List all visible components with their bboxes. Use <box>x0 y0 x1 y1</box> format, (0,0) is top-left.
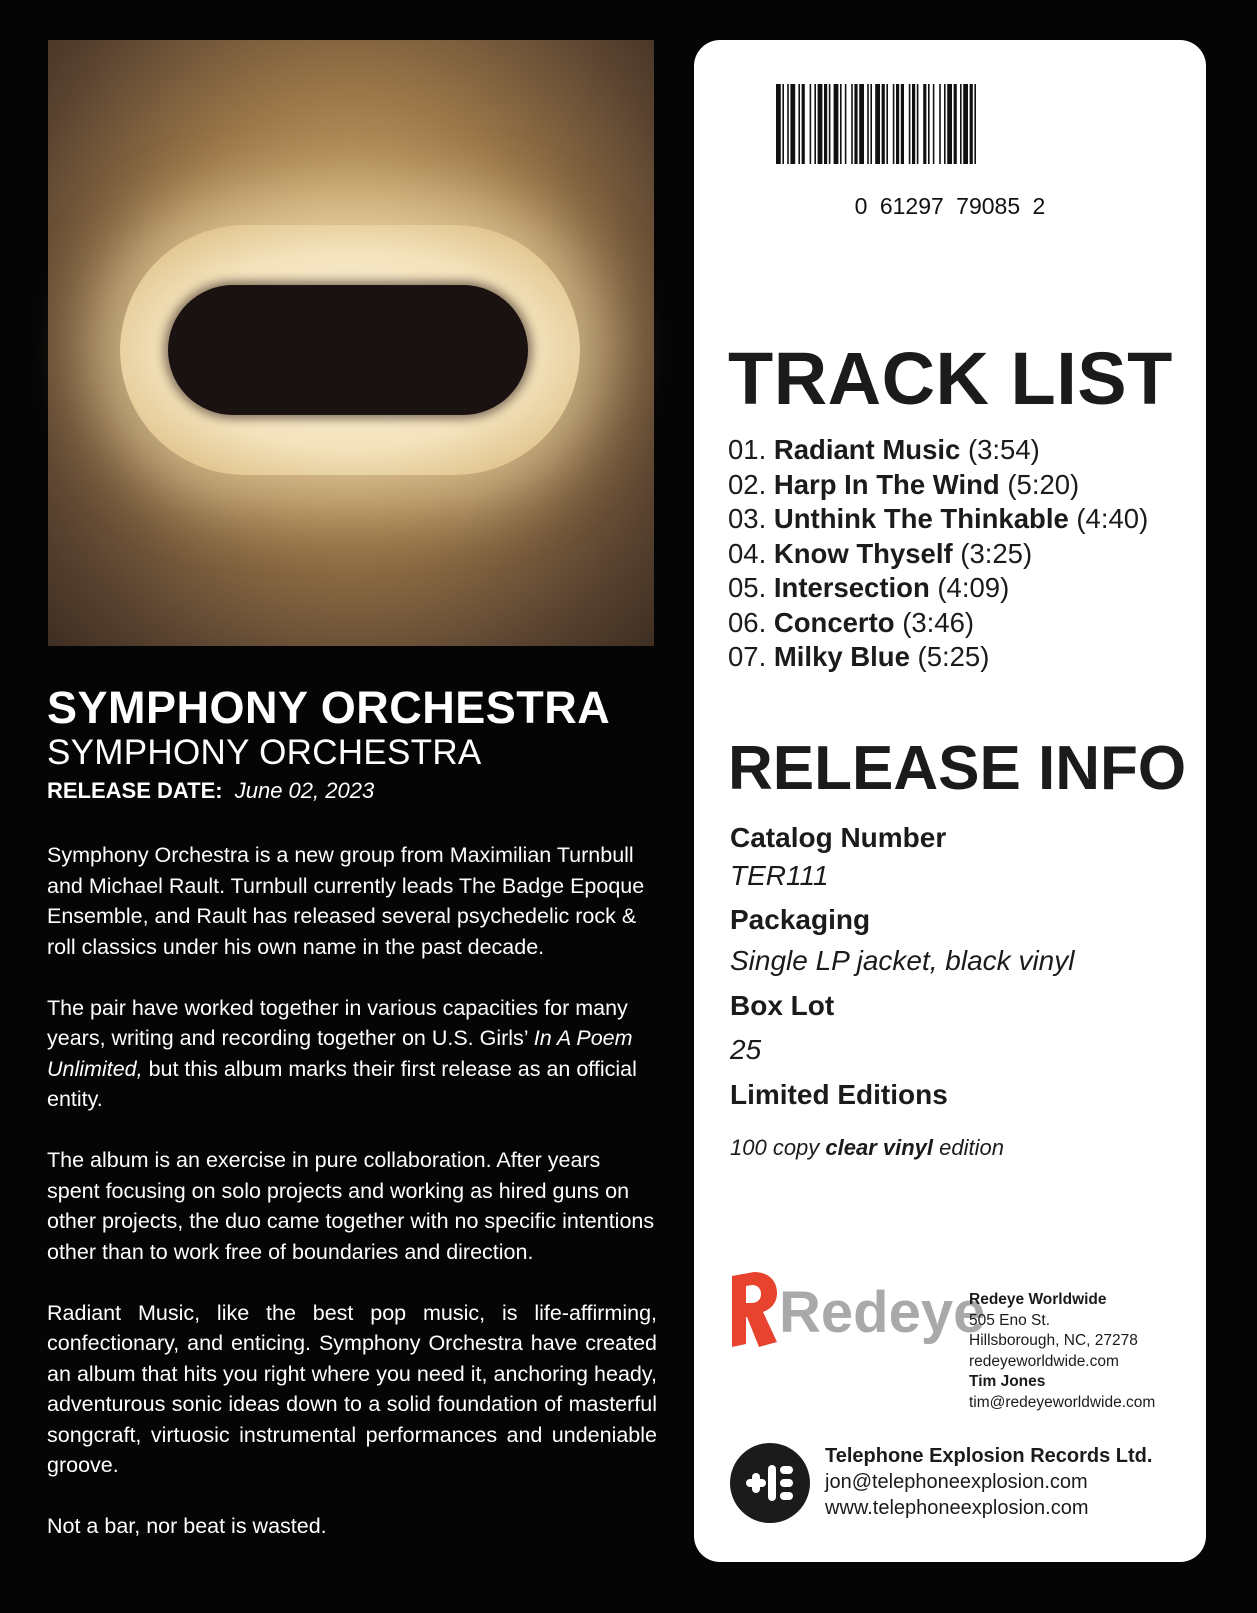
release-date-line <box>47 778 374 804</box>
distributor-address-1: 505 Eno St. <box>969 1311 1051 1329</box>
album-reference: In A Poem Unlimited, <box>47 1026 633 1081</box>
distributor-website[interactable]: redeyeworldwide.com <box>969 1352 1119 1370</box>
track-item: 04. Know Thyself (3:25) <box>728 537 1033 569</box>
box-lot-value: 25 <box>730 1034 762 1065</box>
track-item: 06. Concerto (3:46) <box>728 606 975 638</box>
track-item: 03. Unthink The Thinkable (4:40) <box>728 503 1149 534</box>
track-item: 05. Intersection (4:09) <box>728 572 1010 603</box>
release-date-value: June 02, 2023 <box>234 778 375 803</box>
label-website[interactable]: www.telephoneexplosion.com <box>825 1497 1089 1519</box>
label-email[interactable]: jon@telephoneexplosion.com <box>825 1471 1088 1493</box>
box-lot-label: Box Lot <box>730 990 835 1021</box>
artist-name: SYMPHONY ORCHESTRA <box>47 682 611 733</box>
telephone-explosion-logo-icon <box>730 1443 810 1523</box>
distributor-contact-email[interactable]: tim@redeyeworldwide.com <box>969 1393 1156 1411</box>
distributor-name: Redeye Worldwide <box>969 1291 1107 1308</box>
release-info-heading: RELEASE INFO <box>728 734 1187 803</box>
distributor-address-2: Hillsborough, NC, 27278 <box>969 1332 1138 1349</box>
info-panel <box>694 40 1206 1562</box>
album-title: SYMPHONY ORCHESTRA <box>47 733 482 772</box>
redeye-contact-block <box>969 1290 1155 1413</box>
catalog-number-value: TER111 <box>730 860 829 891</box>
redeye-logo-text: Redeye <box>779 1280 986 1345</box>
track-item: 02. Harp In The Wind (5:20) <box>728 468 1080 500</box>
description-paragraph: Radiant Music, like the best pop music, is life-affirming, confectionary, and enticing. Symphony Orchestra have created an album that hits you right where you need it, anchoring heady, adventurous sonic ideas down to a solid foundation of masterful songcraft, virtuosic instrumental performances and undeniable groove. <box>47 1300 657 1477</box>
cover-dark-oval <box>168 285 528 415</box>
limited-editions-value: 100 copy clear vinyl edition <box>730 1135 1004 1160</box>
album-cover-art <box>48 40 654 646</box>
tracklist-heading: TRACK LIST <box>728 337 1173 420</box>
tracklist <box>728 433 1148 675</box>
packaging-value: Single LP jacket, black vinyl <box>730 945 1075 976</box>
release-date-label: RELEASE DATE: <box>47 778 223 803</box>
label-name: Telephone Explosion Records Ltd. <box>825 1445 1153 1467</box>
description-paragraph: Not a bar, nor beat is wasted. <box>47 1514 327 1538</box>
barcode-icon <box>776 84 1124 164</box>
album-description <box>47 840 657 1572</box>
description-paragraph: Symphony Orchestra is a new group from Maximilian Turnbull and Michael Rault. Turnbull currently leads The Badge Epoque Ensemble, and Rault has released several psychedelic rock & roll classics under his own name in the past decade. <box>47 843 645 959</box>
redeye-logo <box>730 1272 986 1347</box>
barcode-number: 0 61297 79085 2 <box>854 193 1046 219</box>
description-paragraph: The pair have worked together in various capacities for many years, writing and recording together on U.S. Girls’ In A Poem Unlimited, but this album marks their first release as an official entity. <box>47 995 637 1111</box>
track-item: 07. Milky Blue (5:25) <box>728 641 990 672</box>
label-contact-block <box>825 1443 1152 1521</box>
description-paragraph: The album is an exercise in pure collaboration. After years spent focusing on solo projects and working as hired guns on other projects, the duo came together with no specific intentions other than to work free of boundaries and direction. <box>47 1148 655 1264</box>
track-item: 01. Radiant Music (3:54) <box>728 434 1040 465</box>
packaging-label: Packaging <box>730 904 871 935</box>
distributor-contact-name: Tim Jones <box>969 1373 1046 1390</box>
catalog-number-label: Catalog Number <box>730 822 947 853</box>
limited-editions-label: Limited Editions <box>730 1079 948 1110</box>
